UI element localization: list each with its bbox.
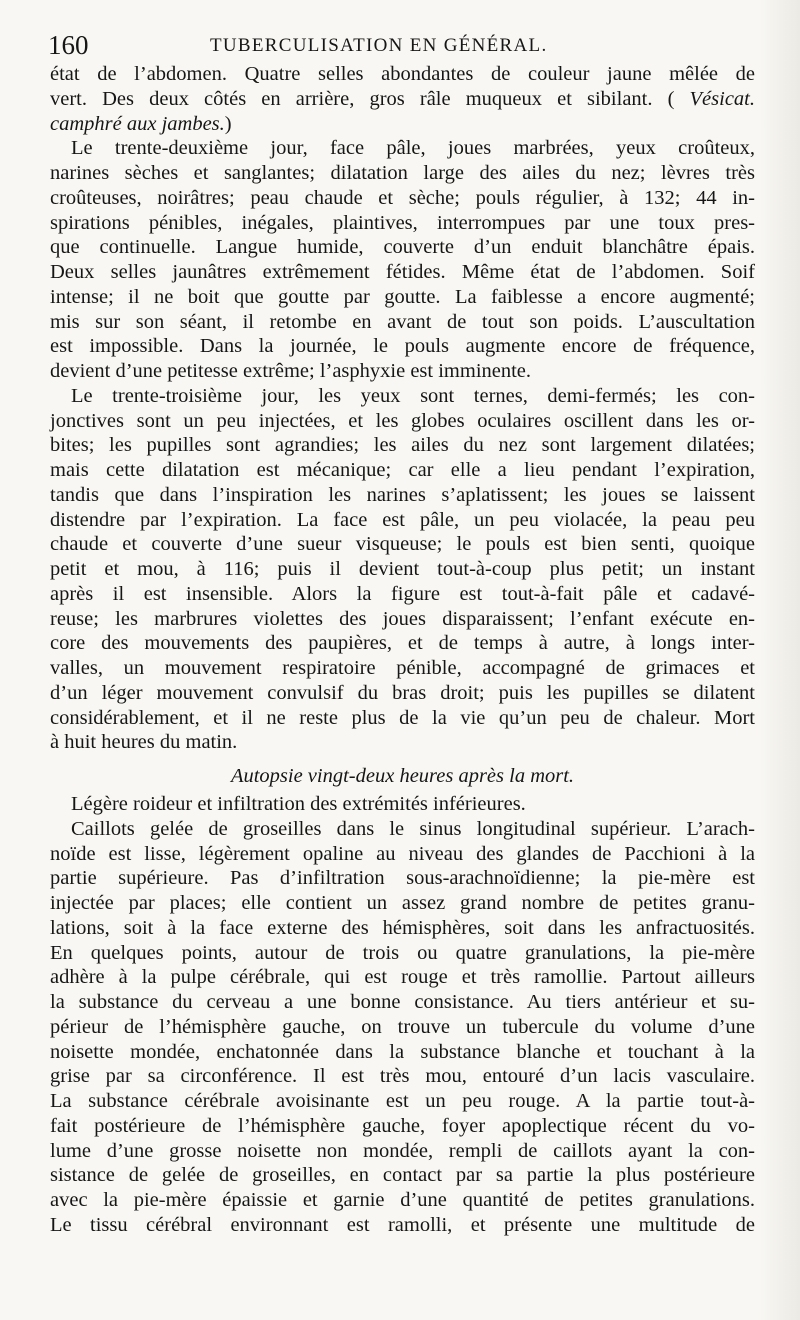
text-line: [50, 656, 755, 681]
text-segment: d’un léger mouvement convulsif du bras droit; puis les pupilles se dilatent: [50, 681, 755, 704]
text-line: [50, 1114, 755, 1139]
text-line: [50, 891, 755, 916]
text-line: [50, 965, 755, 990]
text-segment: Le trente-troisième jour, les yeux sont ternes, demi-fermés; les con-: [71, 384, 755, 407]
text-line: [50, 235, 755, 260]
text-line: [50, 334, 755, 359]
text-segment: spirations pénibles, inégales, plaintives, interrompues par une toux pres-: [50, 211, 755, 234]
text-line: [50, 990, 755, 1015]
text-segment: vert. Des deux côtés en arrière, gros râle muqueux et sibilant. (: [50, 87, 690, 110]
text-line: [50, 433, 755, 458]
section-heading: [50, 755, 755, 792]
text-segment: chaude et couverte d’une sueur visqueuse; le pouls est bien senti, quoique: [50, 533, 755, 556]
text-segment: La substance cérébrale avoisinante est un peu rouge. A la partie tout-à-: [50, 1090, 755, 1112]
text-line: [50, 1163, 755, 1188]
text-line: [50, 792, 755, 817]
text-segment: Le trente-deuxième jour, face pâle, joues marbrées, yeux croûteux,: [71, 137, 755, 160]
text-line: [50, 384, 755, 409]
text-line: [50, 458, 755, 483]
text-segment: mais cette dilatation est mécanique; car elle a lieu pendant l’expiration,: [50, 459, 755, 481]
text-line: [50, 631, 755, 656]
text-segment: Autopsie vingt-deux heures après la mort.: [230, 765, 575, 787]
text-segment: distendre par l’expiration. La face est pâle, un peu violacée, la peau peu: [50, 508, 755, 531]
text-segment: Légère roideur et infiltration des extrémités inférieures.: [71, 793, 526, 815]
running-title: TUBERCULISATION EN GÉNÉRAL.: [210, 35, 548, 56]
text-line: [50, 136, 755, 161]
text-segment: périeur de l’hémisphère gauche, on trouve un tubercule du volume d’une: [50, 1015, 755, 1038]
text-segment: injectée par places; elle contient un assez grand nombre de petites granu-: [50, 892, 755, 914]
page-number: 160: [48, 30, 89, 60]
text-line: [50, 817, 755, 842]
text-line: [50, 1040, 755, 1065]
text-line: [50, 161, 755, 186]
text-segment: fait postérieure de l’hémisphère gauche, foyer apoplectique récent du vo-: [50, 1114, 755, 1137]
text-segment: devient d’une petitesse extrême; l’asphyxie est imminente.: [50, 360, 532, 382]
text-segment: Caillots gelée de groseilles dans le sinus longitudinal supérieur. L’arach-: [71, 817, 755, 840]
text-line: [50, 941, 755, 966]
text-line: [50, 842, 755, 867]
text-line: [50, 1139, 755, 1164]
text-line: [50, 532, 755, 557]
text-line: [50, 359, 755, 384]
text-segment: à huit heures du matin.: [50, 731, 238, 754]
text-line: [50, 508, 755, 533]
text-segment: partie supérieure. Pas d’infiltration sous-arachnoïdienne; la pie-mère est: [50, 867, 755, 890]
text-segment: bites; les pupilles sont agrandies; les ailes du nez sont largement dilatées;: [50, 434, 755, 457]
text-line: [50, 916, 755, 941]
text-segment: état de l’abdomen. Quatre selles abondantes de couleur jaune mêlée de: [50, 63, 755, 85]
text-segment: lume d’une grosse noisette non mondée, rempli de caillots ayant la con-: [50, 1139, 755, 1162]
text-line: [50, 1188, 755, 1213]
running-head: [48, 30, 768, 64]
text-line: [50, 310, 755, 335]
text-segment: jonctives sont un peu injectées, et les globes oculaires oscillent dans les or-: [50, 409, 755, 432]
text-segment: adhère à la pulpe cérébrale, qui est rouge et très ramollie. Partout ailleurs: [50, 966, 755, 989]
text-line: [50, 582, 755, 607]
text-segment: intense; il ne boit que goutte par goutte. La faiblesse a encore augmenté;: [50, 285, 755, 308]
text-segment: que continuelle. Langue humide, couverte d’un enduit blanchâtre épais.: [50, 236, 755, 259]
page-edge-shadow: [760, 0, 800, 1320]
text-segment: sistance de gelée de groseilles, en contact par sa partie la plus postérieure: [50, 1164, 755, 1187]
text-line: [50, 607, 755, 632]
text-line: [50, 1089, 755, 1114]
text-line: [50, 681, 755, 706]
text-segment: lations, soit à la face externe des hémisphères, soit dans les anfractuosités.: [50, 916, 755, 939]
text-line: [50, 285, 755, 310]
text-line: [50, 409, 755, 434]
text-line: [50, 866, 755, 891]
text-segment: ): [224, 112, 232, 135]
text-line: [50, 87, 755, 112]
text-line: [50, 211, 755, 236]
text-segment: camphré aux jambes.: [50, 112, 225, 135]
text-segment: est impossible. Dans la journée, le pouls augmente encore de fréquence,: [50, 335, 755, 358]
text-segment: En quelques points, autour de trois ou quatre granulations, la pie-mère: [50, 941, 755, 964]
text-line: [50, 186, 755, 211]
body-text: [50, 62, 755, 1238]
text-segment: core des mouvements des paupières, et de temps à autre, à longs inter-: [50, 632, 755, 655]
text-segment: avec la pie-mère épaissie et garnie d’une quantité de petites granulations.: [50, 1189, 755, 1211]
text-segment: croûteuses, noirâtres; peau chaude et sèche; pouls régulier, à 132; 44 in-: [50, 186, 755, 209]
text-segment: valles, un mouvement respiratoire pénible, accompagné de grimaces et: [50, 657, 755, 679]
text-segment: grise par sa circonférence. Il est très mou, entouré d’un lacis vasculaire.: [50, 1065, 755, 1088]
text-segment: Le tissu cérébral environnant est ramolli, et présente une multitude de: [50, 1213, 755, 1236]
text-segment: Vésicat.: [689, 87, 755, 110]
text-segment: tandis que dans l’inspiration les narines s’aplatissent; les joues se laissent: [50, 483, 755, 506]
text-line: [50, 1213, 755, 1238]
text-line: [50, 260, 755, 285]
text-segment: après il est insensible. Alors la figure est tout-à-fait pâle et cadavé-: [50, 582, 755, 605]
text-segment: noïde est lisse, légèrement opaline au niveau des glandes de Pacchioni à la: [50, 842, 755, 865]
text-line: [50, 1064, 755, 1089]
text-segment: mis sur son séant, il retombe en avant de tout son poids. L’auscultation: [50, 310, 755, 333]
text-segment: considérablement, et il ne reste plus de la vie qu’un peu de chaleur. Mort: [50, 706, 755, 729]
text-segment: la substance du cerveau a une bonne consistance. Au tiers antérieur et su-: [50, 991, 755, 1013]
text-segment: Deux selles jaunâtres extrêmement fétides. Même état de l’abdomen. Soif: [50, 261, 755, 283]
text-line: [50, 557, 755, 582]
text-line: [50, 483, 755, 508]
text-line: [50, 730, 755, 755]
text-line: [50, 62, 755, 87]
text-line: [50, 112, 755, 137]
text-segment: narines sèches et sanglantes; dilatation large des ailes du nez; lèvres très: [50, 162, 755, 184]
text-segment: noisette mondée, enchatonnée dans la substance blanche et touchant à la: [50, 1040, 755, 1063]
text-line: [50, 706, 755, 731]
text-segment: reuse; les marbrures violettes des joues disparaissent; l’enfant exécute en-: [50, 607, 755, 630]
text-line: [50, 1015, 755, 1040]
text-segment: petit et mou, à 116; puis il devient tout-à-coup plus petit; un instant: [50, 558, 755, 580]
